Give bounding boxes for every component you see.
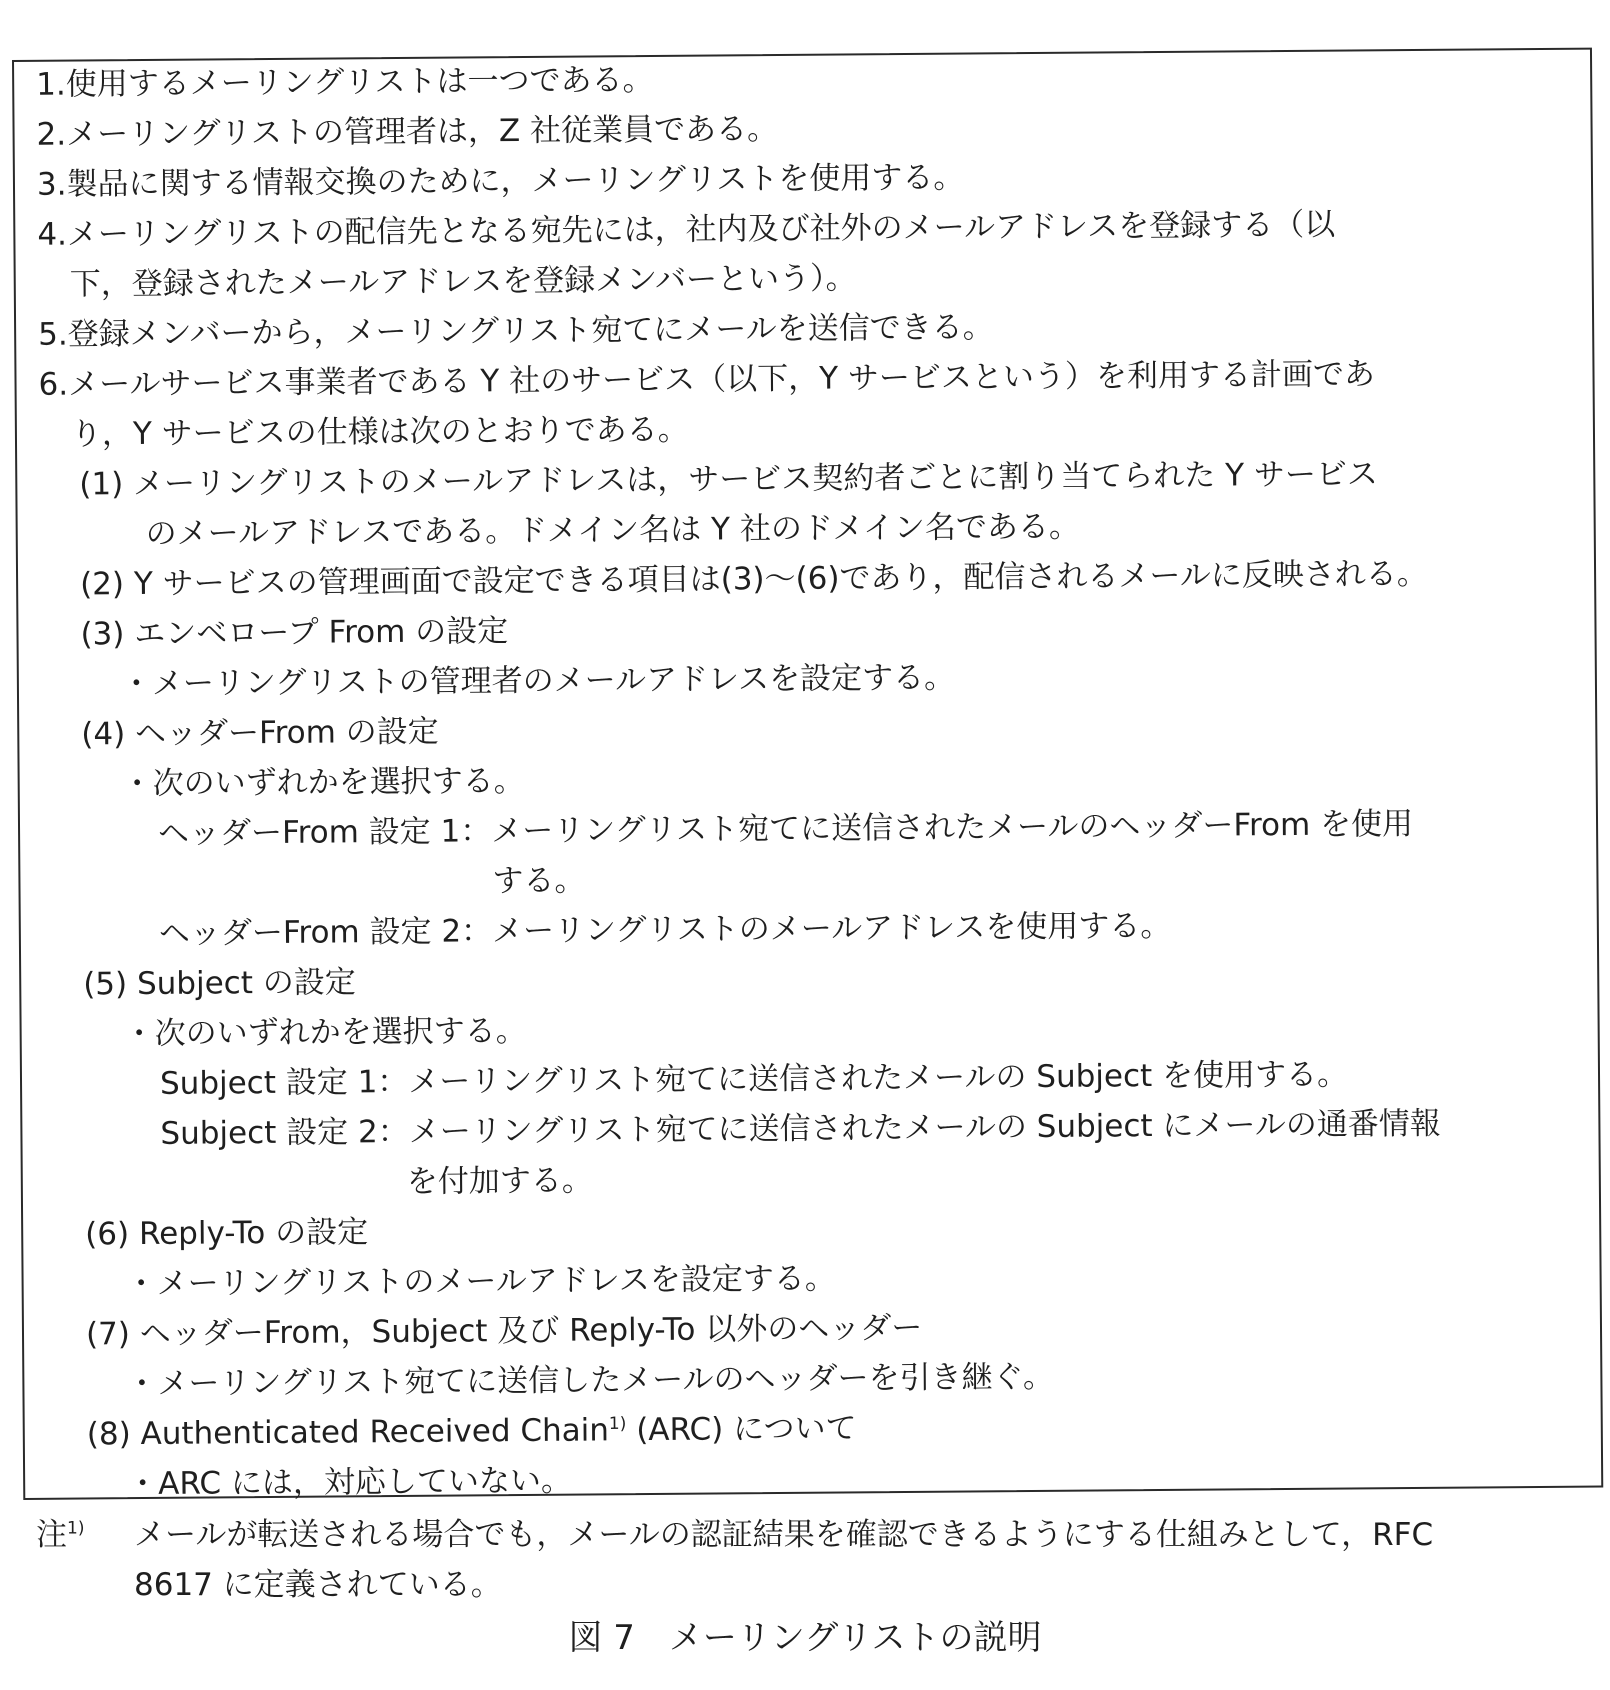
subject-setting-1: Subject 設定 1：メーリングリスト宛てに送信されたメールの Subject を使用する。 [159, 1056, 1349, 1102]
footnote-label-text: 注 [36, 1517, 67, 1553]
sub-6-bullet: ・メーリングリストのメールアドレスを設定する。 [125, 1260, 836, 1303]
sub-8-text: (8) Authenticated Received Chain [86, 1412, 610, 1453]
header-from-setting-1: ヘッダーFrom 設定 1：メーリングリスト宛てに送信されたメールのヘッダーFrom を使用 [157, 806, 1414, 852]
footnote-line2: 8617 に定義されている。 [134, 1567, 502, 1603]
sub-4: (4) ヘッダーFrom の設定 [81, 713, 439, 753]
sub-5: (5) Subject の設定 [83, 964, 356, 1003]
sub-8-text-end: (ARC) について [626, 1410, 857, 1449]
sub-8-bullet: ・ARC には，対応していない。 [127, 1462, 573, 1503]
sub-3: (3) エンベロープ From の設定 [80, 613, 509, 653]
sub-5-bullet: ・次のいずれかを選択する。 [123, 1012, 527, 1053]
sub-2: (2) Y サービスの管理画面で設定できる項目は(3)～(6)であり，配信されるメールに反映される。 [79, 555, 1428, 603]
figure-frame [12, 48, 1603, 1503]
item-2: 2.メーリングリストの管理者は，Z 社従業員である。 [36, 110, 779, 153]
item-3: 3.製品に関する情報交換のために，メーリングリストを使用する。 [36, 159, 965, 203]
subject-setting-2-cont: を付加する。 [406, 1162, 593, 1200]
item-5: 5.登録メンバーから，メーリングリスト宛てにメールを送信できる。 [38, 309, 994, 353]
item-6-line2: り，Y サービスの仕様は次のとおりである。 [70, 411, 689, 453]
sub-8 [87, 1411, 857, 1451]
footnote-ref: 1) [608, 1413, 627, 1435]
item-4-line1: 4.メーリングリストの配信先となる宛先には，社内及び社外のメールアドレスを登録する（以 [37, 206, 1336, 253]
sub-7: (7) ヘッダーFrom，Subject 及び Reply-To 以外のヘッダー [85, 1309, 923, 1353]
header-from-setting-2: ヘッダーFrom 設定 2：メーリングリストのメールアドレスを使用する。 [158, 907, 1172, 952]
footnote-label [36, 1518, 84, 1552]
subject-setting-2: Subject 設定 2：メーリングリスト宛てに送信されたメールの Subject にメールの通番情報 [160, 1105, 1441, 1152]
sub-3-bullet: ・メーリングリストの管理者のメールアドレスを設定する。 [120, 659, 956, 703]
sub-1-line2: のメールアドレスである。ドメイン名は Y 社のドメイン名である。 [145, 508, 1081, 552]
sub-4-bullet: ・次のいずれかを選択する。 [121, 762, 525, 803]
footnote-mark: 1) [67, 1518, 85, 1539]
sub-7-bullet: ・メーリングリスト宛てに送信したメールのヘッダーを引き継ぐ。 [126, 1358, 1055, 1403]
item-1: 1.使用するメーリングリストは一つである。 [36, 61, 654, 103]
sub-1-line1: (1) メーリングリストのメールアドレスは，サービス契約者ごとに割り当てられた Y サービス [79, 456, 1379, 503]
header-from-setting-1-cont: する。 [492, 862, 586, 900]
footnote-line1: メールが転送される場合でも，メールの認証結果を確認できるようにする仕組みとして，RFC [134, 1517, 1434, 1553]
figure-caption: 図 7 メーリングリストの説明 [568, 1618, 1042, 1658]
item-4-line2: 下，登録されたメールアドレスを登録メンバーという）。 [69, 260, 857, 303]
sub-6: (6) Reply-To の設定 [85, 1214, 369, 1253]
item-6-line1: 6.メールサービス事業者である Y 社のサービス（以下，Y サービスという）を利用する計画であ [38, 356, 1376, 403]
